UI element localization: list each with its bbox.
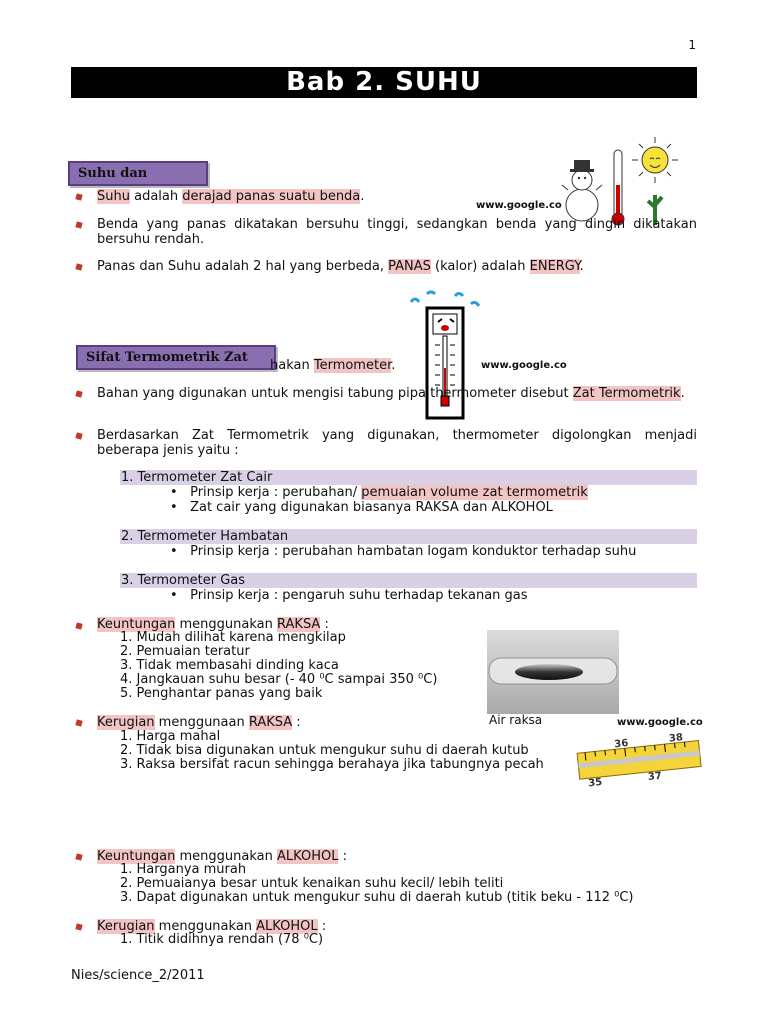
alkohol-advantages-list	[120, 863, 634, 905]
list-item: 1. Titik didihnya rendah (78 ⁰C)	[120, 932, 324, 947]
image-source-label: www.google.co	[481, 360, 567, 371]
list-item: 2. Pemuaianya besar untuk kenaikan suhu kecil/ lebih teliti	[120, 876, 504, 891]
paragraph-jenis-termometer: Berdasarkan Zat Termometrik yang digunakan, thermometer digolongkan menjadi beberapa jenis yaitu :	[97, 428, 697, 458]
alkohol-disadvantages-list	[120, 933, 323, 947]
list-item: 5. Penghantar panas yang baik	[120, 686, 323, 701]
red-diamond-bullet-icon	[75, 853, 83, 861]
thermometer-type-heading: 3. Termometer Gas	[120, 573, 697, 588]
red-diamond-bullet-icon	[75, 193, 83, 201]
thermometer-type-heading: 2. Termometer Hambatan	[120, 529, 697, 544]
image-source-label: www.google.co	[617, 717, 703, 728]
image-source-label: www.google.co	[476, 200, 562, 211]
paragraph-suhu-definition: Suhu adalah derajad panas suatu benda.	[97, 189, 365, 204]
list-item: 3. Raksa bersifat racun sehingga berahaya jika tabungnya pecah	[120, 757, 544, 772]
red-diamond-bullet-icon	[75, 390, 83, 398]
weather-clipart-icon	[560, 135, 680, 230]
list-item: 4. Jangkauan suhu besar (- 40 ⁰C sampai 350 ⁰C)	[120, 672, 438, 687]
red-diamond-bullet-icon	[75, 719, 83, 727]
list-item: • Zat cair yang digunakan biasanya RAKSA dan ALKOHOL	[170, 500, 553, 515]
raksa-advantages-list	[120, 631, 437, 701]
mercury-photo-icon	[487, 630, 619, 714]
raksa-advantages-heading: Keuntungan menggunakan RAKSA :	[97, 617, 329, 632]
svg-text:35: 35	[587, 776, 603, 790]
list-item: 2. Tidak bisa digunakan untuk mengukur suhu di daerah kutub	[120, 743, 529, 758]
section-tag-suhu: Suhu dan	[68, 161, 208, 186]
red-diamond-bullet-icon	[75, 622, 83, 630]
list-item: 1. Mudah dilihat karena mengkilap	[120, 630, 346, 645]
list-item: 1. Harganya murah	[120, 862, 247, 877]
air-raksa-caption: Air raksa	[489, 713, 543, 727]
page-title: Bab 2. SUHU	[71, 67, 697, 98]
raksa-disadvantages-heading: Kerugian menggunaan RAKSA :	[97, 715, 301, 730]
paragraph-benda-panas: Benda yang panas dikatakan bersuhu tinggi, sedangkan benda yang dingin dikatakan bersuhu rendah.	[97, 217, 697, 247]
list-item: 2. Pemuaian teratur	[120, 644, 250, 659]
list-item: 3. Tidak membasahi dinding kaca	[120, 658, 339, 673]
alkohol-disadvantages-heading: Kerugian menggunakan ALKOHOL :	[97, 919, 327, 934]
raksa-disadvantages-list	[120, 730, 544, 772]
list-item: 3. Dapat digunakan untuk mengukur suhu di daerah kutub (titik beku - 112 ⁰C)	[120, 890, 634, 905]
paragraph-zat-termometrik: Bahan yang digunakan untuk mengisi tabung pipa thermometer disebut Zat Termometrik.	[97, 386, 685, 401]
red-diamond-bullet-icon	[75, 221, 83, 229]
svg-text:36: 36	[613, 737, 629, 751]
list-item: • Prinsip kerja : perubahan/ pemuaian volume zat termometrik	[170, 485, 588, 500]
list-item: 1. Harga mahal	[120, 729, 221, 744]
red-diamond-bullet-icon	[75, 432, 83, 440]
paragraph-termometer: hakan Termometer.	[270, 358, 396, 373]
red-diamond-bullet-icon	[75, 923, 83, 931]
list-item: • Prinsip kerja : pengaruh suhu terhadap tekanan gas	[170, 588, 528, 603]
paragraph-panas-energy: Panas dan Suhu adalah 2 hal yang berbeda, PANAS (kalor) adalah ENERGY.	[97, 259, 584, 274]
section-tag-sifat-termometrik: Sifat Termometrik Zat	[76, 345, 276, 370]
page-number: 1	[688, 38, 696, 52]
list-item: • Prinsip kerja : perubahan hambatan logam konduktor terhadap suhu	[170, 544, 637, 559]
red-diamond-bullet-icon	[75, 263, 83, 271]
thermometer-type-heading: 1. Termometer Zat Cair	[120, 470, 697, 485]
clinical-thermometer-icon	[576, 732, 700, 790]
alkohol-advantages-heading: Keuntungan menggunakan ALKOHOL :	[97, 849, 347, 864]
svg-text:37: 37	[647, 770, 663, 784]
page-footer: Nies/science_2/2011	[71, 968, 205, 983]
svg-text:38: 38	[668, 732, 684, 745]
